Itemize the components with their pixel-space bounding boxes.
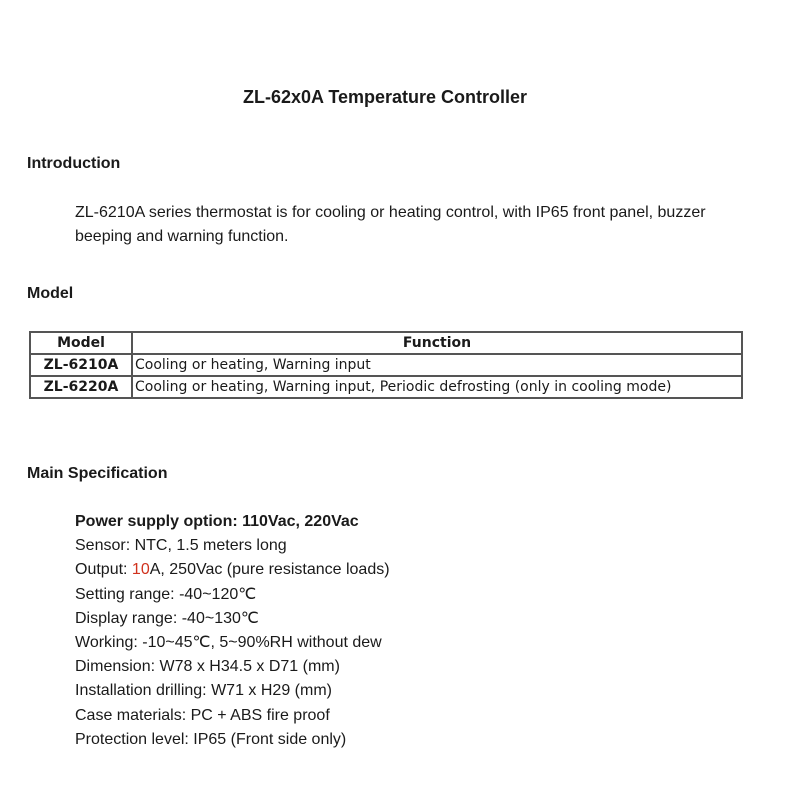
- table-header-row: [30, 332, 742, 354]
- spec-list: [75, 510, 390, 752]
- spec-drilling: Installation drilling: W71 x H29 (mm): [75, 682, 332, 700]
- column-header-model: Model: [30, 332, 132, 354]
- function-cell: Cooling or heating, Warning input: [132, 354, 742, 376]
- spec-output-suffix: A, 250Vac (pure resistance loads): [149, 561, 390, 579]
- spec-output-prefix: Output:: [75, 561, 132, 579]
- spec-display: Display range: -40~130℃: [75, 609, 259, 627]
- spec-working: Working: -10~45℃, 5~90%RH without dew: [75, 634, 382, 652]
- introduction-heading: Introduction: [27, 155, 121, 172]
- model-cell: ZL-6210A: [30, 354, 132, 376]
- model-cell: ZL-6220A: [30, 376, 132, 398]
- spec-sensor: Sensor: NTC, 1.5 meters long: [75, 537, 287, 555]
- spec-output-highlight: 10: [131, 561, 150, 579]
- spec-case: Case materials: PC + ABS fire proof: [75, 706, 330, 724]
- table-row: [30, 354, 742, 376]
- model-table: [29, 331, 743, 399]
- table-row: [30, 376, 742, 398]
- page-title: ZL-62x0A Temperature Controller: [242, 87, 528, 107]
- spec-setting: Setting range: -40~120℃: [75, 585, 257, 603]
- spec-protection: Protection level: IP65 (Front side only): [75, 730, 347, 748]
- introduction-text: ZL-6210A series thermostat is for cooling or heating control, with IP65 front panel, buzzer beeping and warning function.: [75, 204, 706, 245]
- spec-dimension: Dimension: W78 x H34.5 x D71 (mm): [75, 658, 340, 676]
- column-header-function: Function: [132, 332, 742, 354]
- spec-heading: Main Specification: [27, 465, 168, 482]
- spec-output: [75, 558, 390, 582]
- spec-power: Power supply option: 110Vac, 220Vac: [75, 513, 359, 530]
- model-heading: Model: [27, 285, 74, 302]
- function-cell: Cooling or heating, Warning input, Periodic defrosting (only in cooling mode): [132, 376, 742, 398]
